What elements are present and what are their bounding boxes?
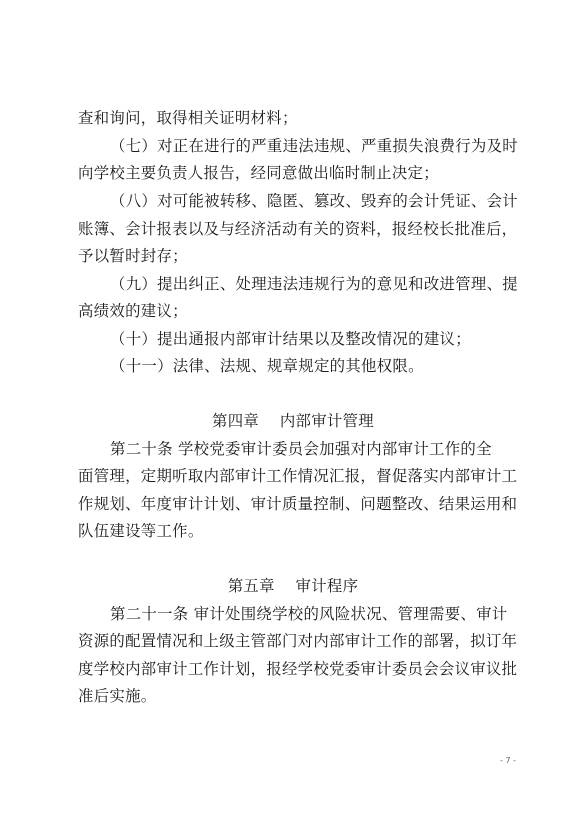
article-21-line: 资源的配置情况和上级主管部门对内部审计工作的部署，拟订年 — [78, 632, 518, 650]
paragraph-line: 高绩效的建议； — [78, 302, 188, 320]
article-21-line: 准后实施。 — [78, 687, 157, 705]
chapter-4-heading: 第四章 内部审计管理 — [212, 412, 374, 430]
paragraph-line: 账簿、会计报表以及与经济活动有关的资料，报经校长批准后， — [78, 220, 518, 238]
paragraph-line: （七）对正在进行的严重违法违规、严重损失浪费行为及时 — [110, 137, 518, 155]
paragraph-line: 予以暂时封存； — [78, 247, 188, 265]
paragraph-line: （九）提出纠正、处理违法违规行为的意见和改进管理、提 — [110, 275, 518, 293]
article-20-line: 第二十条 学校党委审计委员会加强对内部审计工作的全 — [110, 440, 492, 458]
article-20-line: 面管理，定期听取内部审计工作情况汇报，督促落实内部审计工 — [78, 467, 518, 485]
paragraph-line: 查和询问，取得相关证明材料； — [78, 109, 298, 127]
page-number: - 7 - — [500, 756, 516, 765]
paragraph-line: 向学校主要负责人报告，经同意做出临时制止决定； — [78, 164, 439, 182]
chapter-5-heading: 第五章 审计程序 — [227, 577, 359, 595]
article-21-line: 第二十一条 审计处围绕学校的风险状况、管理需要、审计 — [110, 605, 508, 623]
paragraph-line: （八）对可能被转移、隐匿、篡改、毁弃的会计凭证、会计 — [110, 192, 518, 210]
paragraph-line: （十）提出通报内部审计结果以及整改情况的建议； — [110, 330, 471, 348]
paragraph-line: （十一）法律、法规、规章规定的其他权限。 — [110, 357, 424, 375]
article-20-line: 作规划、年度审计计划、审计质量控制、问题整改、结果运用和 — [78, 495, 518, 513]
article-21-line: 度学校内部审计工作计划，报经学校党委审计委员会会议审议批 — [78, 660, 518, 678]
article-20-line: 队伍建设等工作。 — [78, 522, 204, 540]
